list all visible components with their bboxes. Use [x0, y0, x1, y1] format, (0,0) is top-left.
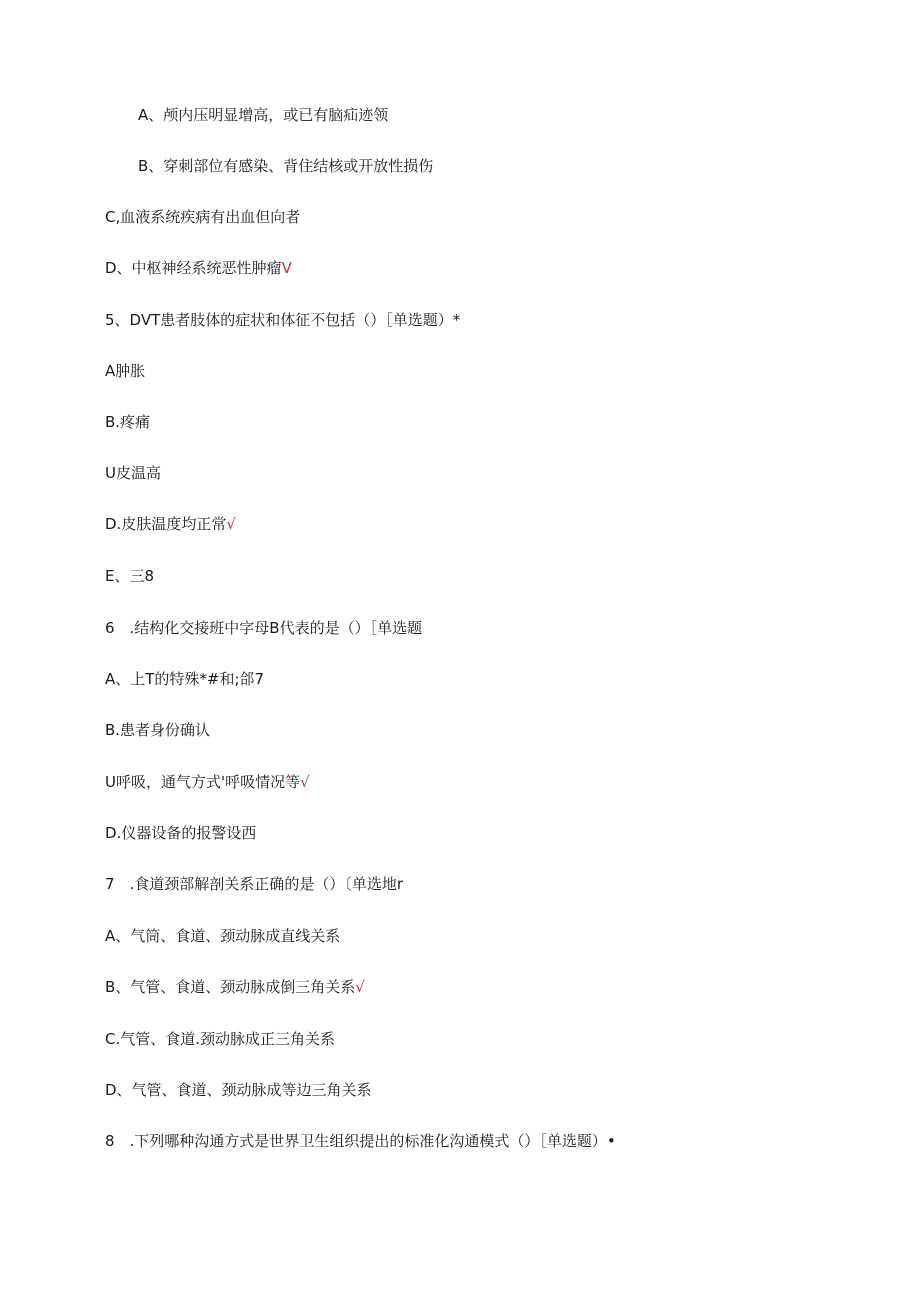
option-text: B、气管、食道、颈动脉成倒三角关系: [105, 978, 356, 996]
answer-check-mark: √: [300, 773, 310, 791]
answer-check-mark: √: [226, 515, 236, 533]
question-text: 6 .结构化交接班中字母B代表的是（）［单选题: [105, 619, 423, 637]
question-line: [105, 618, 422, 638]
option-line: [105, 514, 236, 534]
option-text: A肿胀: [105, 362, 146, 380]
option-line: [105, 1080, 372, 1100]
option-text: B.疼痛: [105, 413, 151, 431]
answer-check-mark: √: [355, 978, 365, 996]
option-line: [105, 669, 264, 689]
option-line: [105, 720, 210, 740]
option-text: C.气管、食道.颈动脉成正三角关系: [105, 1030, 336, 1048]
option-text: B.患者身份确认: [105, 721, 211, 739]
answer-check-mark: V: [281, 259, 292, 277]
option-text: B、穿刺部位有感染、背住结核或开放性损伤: [138, 157, 434, 175]
option-text: A、气筒、食道、颈动脉成直线关系: [105, 927, 341, 945]
option-text: D、中枢神经系统恶性肿瘤: [105, 259, 282, 277]
option-line: [105, 207, 300, 227]
question-line: [105, 310, 460, 330]
option-line: [105, 361, 145, 381]
option-line: [138, 105, 388, 125]
option-text: C,血液系统疾病有出血但向者: [105, 208, 301, 226]
question-text: 8 .下列哪种沟通方式是世界卫生组织提出的标准化沟通模式（）［单选题）•: [105, 1132, 616, 1150]
question-line: [105, 1131, 616, 1151]
question-line: [105, 874, 403, 894]
option-line: [105, 1029, 335, 1049]
option-line: [105, 258, 292, 278]
option-line: [105, 823, 256, 843]
question-text: 5、DVT患者肢体的症状和体征不包括（）［单选题）*: [105, 311, 461, 329]
option-text: D.仪器设备的报警设西: [105, 824, 257, 842]
option-line: [105, 977, 365, 997]
option-text: A、颅内压明显增高，或已有脑疝迹领: [138, 106, 389, 124]
question-text: 7 .食道颈部解剖关系正确的是（）〔单选地r: [105, 875, 403, 893]
option-line: [105, 463, 161, 483]
option-line: [105, 772, 310, 792]
option-text: U皮温高: [105, 464, 161, 482]
option-text: A、上T的特殊*#和;郃7: [105, 670, 265, 688]
option-line: [105, 412, 150, 432]
option-line: [138, 156, 433, 176]
option-text: U呼吸，通气方式'呼吸情况等: [105, 773, 301, 791]
option-text: D.皮肤温度均正常: [105, 515, 227, 533]
option-text: E、三8: [105, 567, 155, 585]
option-line: [105, 926, 340, 946]
option-text: D、气管、食道、颈动脉成等边三角关系: [105, 1081, 372, 1099]
option-line: [105, 566, 154, 586]
